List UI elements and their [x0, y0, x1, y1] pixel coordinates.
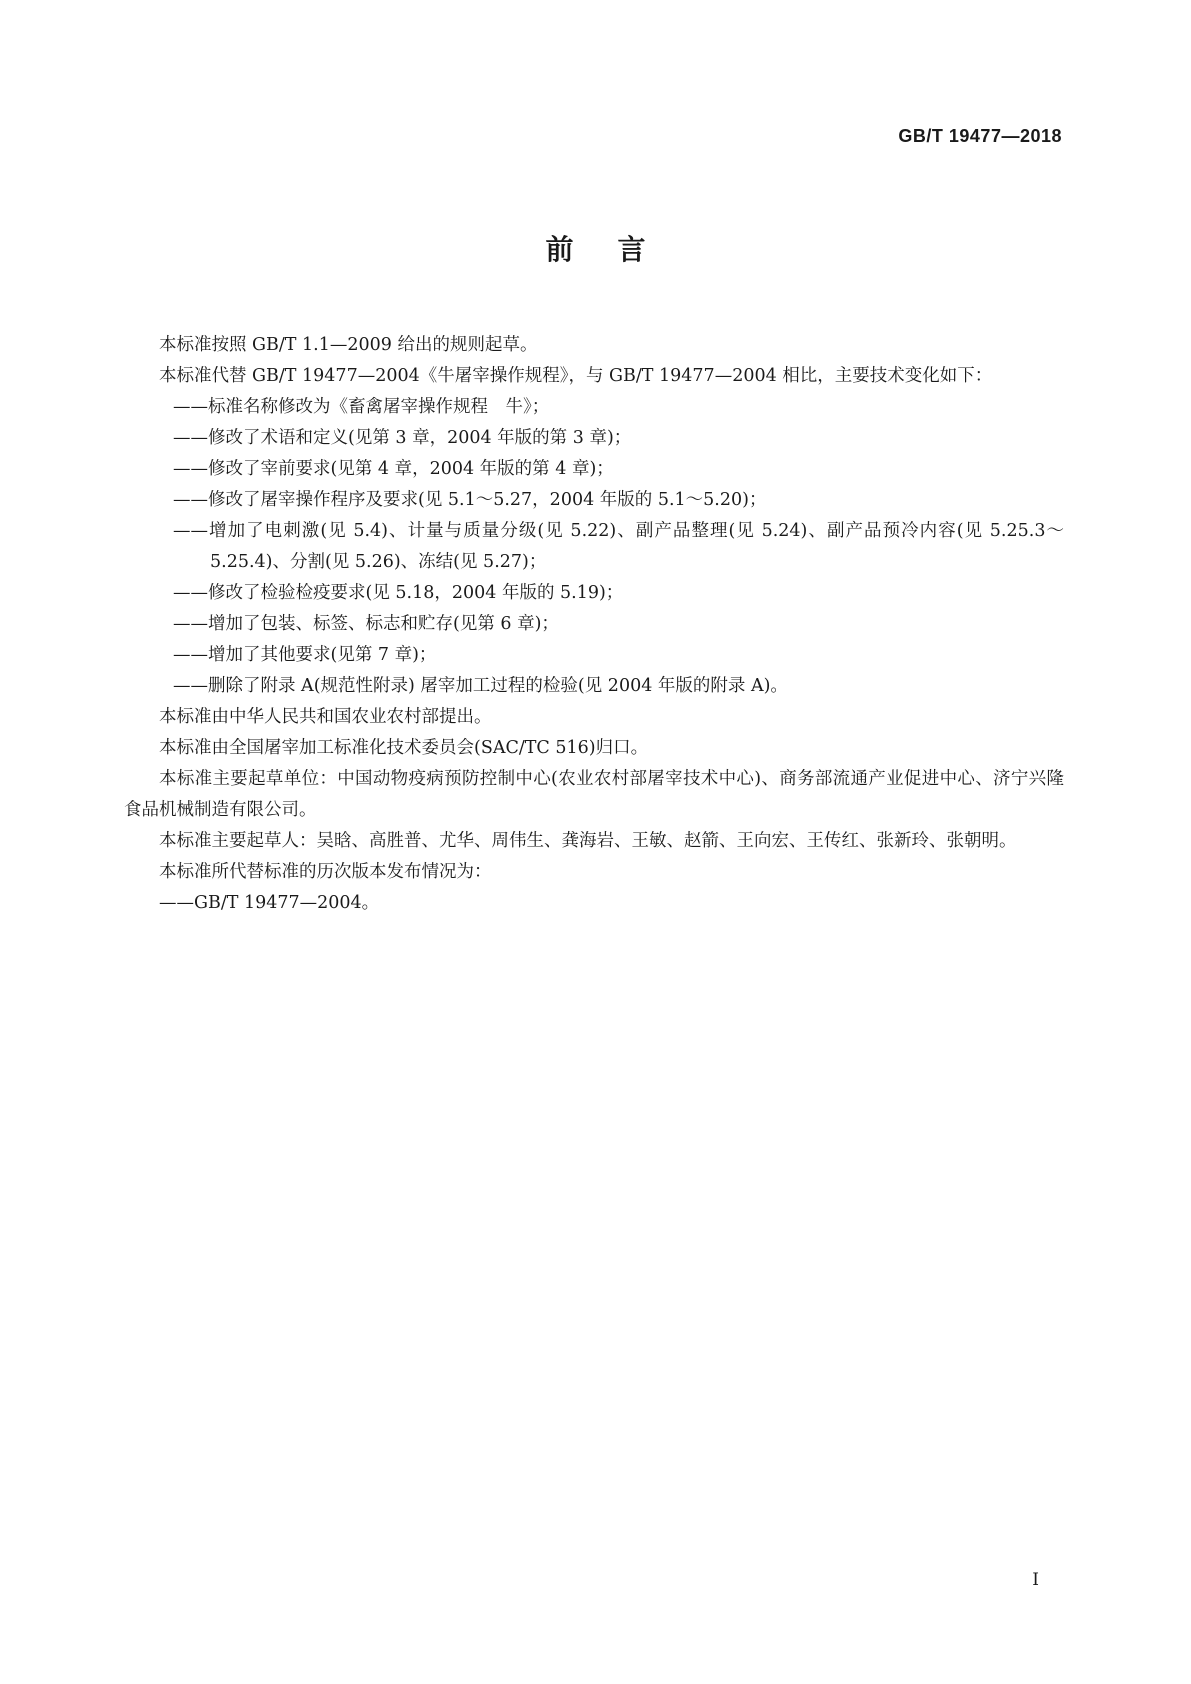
change-list-item: ——删除了附录 A(规范性附录) 屠宰加工过程的检验(见 2004 年版的附录 A)。 — [173, 676, 788, 696]
change-list-item: ——修改了屠宰操作程序及要求(见 5.1～5.27，2004 年版的 5.1～5.20)； — [173, 490, 767, 510]
change-list-item: ——增加了包装、标签、标志和贮存(见第 6 章)； — [173, 614, 559, 634]
foreword-paragraph: 本标准代替 GB/T 19477—2004《牛屠宰操作规程》，与 GB/T 19477—2004 相比，主要技术变化如下： — [159, 366, 993, 386]
page-number: I — [1032, 1570, 1039, 1590]
change-list-item: ——增加了其他要求(见第 7 章)； — [173, 645, 437, 665]
foreword-paragraph: ——GB/T 19477—2004。 — [159, 893, 380, 913]
document-code: GB/T 19477—2018 — [898, 126, 1062, 146]
foreword-paragraph: 本标准按照 GB/T 1.1—2009 给出的规则起草。 — [159, 335, 538, 355]
foreword-paragraph: 本标准主要起草单位：中国动物疫病预防控制中心(农业农村部屠宰技术中心)、商务部流通产业促进中心、济宁兴隆食品机械制造有限公司。 — [124, 769, 1064, 820]
page-title: 前言 — [545, 233, 690, 266]
change-list-item: ——标准名称修改为《畜禽屠宰操作规程 牛》； — [173, 397, 550, 417]
foreword-paragraph: 本标准所代替标准的历次版本发布情况为： — [159, 862, 492, 882]
foreword-paragraph: 本标准由全国屠宰加工标准化技术委员会(SAC/TC 516)归口。 — [159, 738, 649, 758]
change-list-item: ——修改了检验检疫要求(见 5.18，2004 年版的 5.19)； — [173, 583, 624, 603]
foreword-paragraph: 本标准由中华人民共和国农业农村部提出。 — [159, 707, 492, 727]
foreword-paragraph: 本标准主要起草人：吴晗、高胜普、尤华、周伟生、龚海岩、王敏、赵箭、王向宏、王传红、张新玲、张朝明。 — [159, 831, 1017, 851]
foreword-body — [124, 330, 1064, 919]
change-list-item: ——修改了宰前要求(见第 4 章，2004 年版的第 4 章)； — [173, 459, 614, 479]
change-list-item: ——修改了术语和定义(见第 3 章，2004 年版的第 3 章)； — [173, 428, 632, 448]
change-list-item: ——增加了电刺激(见 5.4)、计量与质量分级(见 5.22)、副产品整理(见 5.24)、副产品预冷内容(见 5.25.3～5.25.4)、分割(见 5.26)、冻结(见 5.27)； — [173, 521, 1064, 572]
